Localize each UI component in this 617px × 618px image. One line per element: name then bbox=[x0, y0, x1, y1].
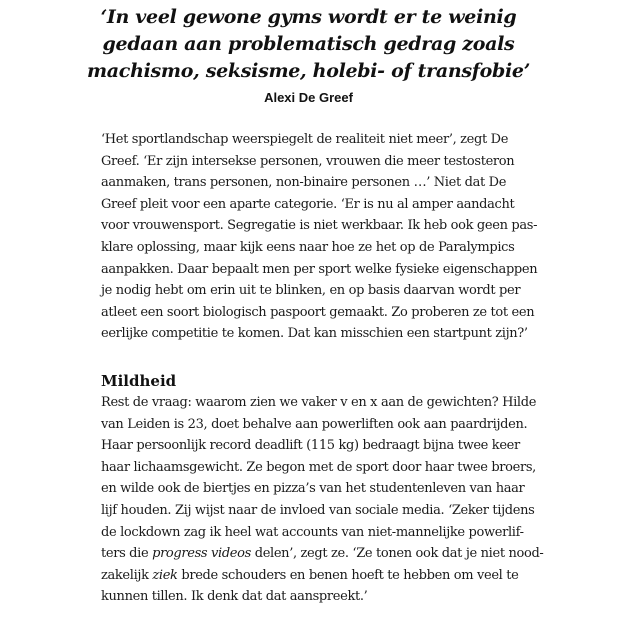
text-line: de lockdown zag ik heel wat accounts van niet-mannelijke powerlif- bbox=[101, 524, 524, 540]
text-line: aanpakken. Daar bepaalt men per sport welke fysieke eigenschappen bbox=[101, 261, 538, 277]
text-line: klare oplossing, maar kijk eens naar hoe ze het op de Paralympics bbox=[101, 239, 515, 255]
pull-quote-line: gedaan aan problematisch gedrag zoals bbox=[102, 33, 515, 55]
italic-text: ziek bbox=[152, 567, 178, 583]
text-line: je nodig hebt om erin uit te blinken, en op basis daarvan wordt per bbox=[101, 283, 521, 299]
text-line: Rest de vraag: waarom zien we vaker v en x aan de gewichten? Hilde bbox=[101, 395, 537, 410]
text-line: ‘Het sportlandschap weerspiegelt de realiteit niet meer’, zegt De bbox=[101, 132, 509, 147]
section-heading: Mildheid bbox=[101, 372, 177, 390]
text-line: kunnen tillen. Ik denk dat dat aanspreekt.’ bbox=[101, 589, 368, 605]
text-segment: delen’, zegt ze. ‘Ze tonen ook dat je niet nood- bbox=[250, 546, 544, 562]
text-segment: ters die bbox=[101, 546, 153, 562]
text-line: haar lichaamsgewicht. Ze begon met de sport door haar twee broers, bbox=[101, 459, 536, 475]
text-line: aanmaken, trans personen, non-binaire personen …’ Niet dat De bbox=[101, 175, 507, 191]
text-line bbox=[101, 543, 617, 565]
text-line: Haar persoonlijk record deadlift (115 kg) bedraagt bijna twee keer bbox=[101, 438, 520, 454]
text-line: van Leiden is 23, doet behalve aan powerliften ook aan paardrijden. bbox=[101, 416, 528, 432]
pull-quote-line: ‘In veel gewone gyms wordt er te weinig bbox=[100, 6, 517, 28]
text-line bbox=[101, 565, 617, 587]
italic-text: progress videos bbox=[152, 546, 251, 562]
text-line: Greef. ‘Er zijn intersekse personen, vrouwen die meer testosteron bbox=[101, 153, 515, 169]
text-line: lijf houden. Zij wijst naar de invloed van sociale media. ‘Zeker tijdens bbox=[101, 502, 535, 518]
paragraph bbox=[101, 129, 617, 345]
paragraph bbox=[101, 392, 617, 608]
text-line: eerlijke competitie te komen. Dat kan misschien een startpunt zijn?’ bbox=[101, 326, 528, 342]
pull-quote-line: machismo, seksisme, holebi- of transfobie’ bbox=[86, 60, 531, 82]
pull-quote bbox=[80, 4, 537, 85]
text-segment: zakelijk bbox=[101, 567, 153, 583]
pull-quote-author: Alexi De Greef bbox=[264, 90, 353, 105]
text-line: en wilde ook de biertjes en pizza’s van het studentenleven van haar bbox=[101, 481, 525, 497]
text-segment: brede schouders en benen hoeft te hebben om veel te bbox=[177, 567, 519, 583]
text-line: atleet een soort biologisch paspoort gemaakt. Zo proberen ze tot een bbox=[101, 304, 535, 320]
text-line: voor vrouwensport. Segregatie is niet werkbaar. Ik heb ook geen pas- bbox=[101, 218, 538, 234]
text-line: Greef pleit voor een aparte categorie. ‘Er is nu al amper aandacht bbox=[101, 196, 515, 212]
